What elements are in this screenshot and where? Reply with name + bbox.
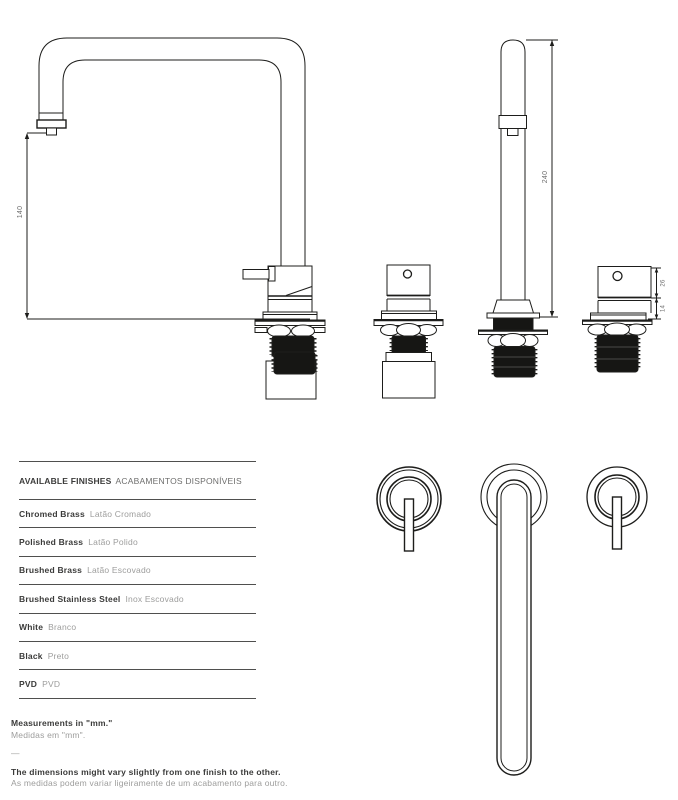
finish-name-pt: Latão Polido [88, 537, 138, 548]
valve-side-view-drawing [374, 265, 443, 398]
finish-row-brushed-stainless-steel [19, 584, 256, 612]
dimension-140 [17, 133, 310, 319]
finish-name-en: White [19, 622, 44, 633]
dim-140-label: 140 [17, 205, 24, 219]
valve-top-view-right [587, 467, 647, 549]
footnotes [11, 718, 288, 790]
finish-row-brushed-brass [19, 556, 256, 584]
finish-row-white [19, 613, 256, 641]
finishes-title-pt: ACABAMENTOS DISPONÍVEIS [115, 475, 242, 486]
finish-name-en: PVD [19, 679, 38, 690]
finish-name-pt: Latão Cromado [89, 508, 152, 519]
note-tolerance-pt: As medidas podem variar ligeiramente de um acabamento para outro. [11, 778, 288, 788]
dim-26-label: 26 [660, 279, 667, 287]
finish-name-en: Black [19, 650, 43, 661]
note-measurements-pt: Medidas em "mm". [11, 729, 86, 740]
finish-name-pt: Latão Escovado [87, 565, 151, 576]
finish-name-en: Chromed Brass [19, 508, 85, 519]
finish-row-polished-brass [19, 527, 256, 555]
finish-name-en: Brushed Stainless Steel [19, 593, 121, 604]
valve-front-view-drawing [583, 267, 653, 373]
dimension-240 [526, 40, 558, 317]
top-view-drawings [360, 440, 678, 800]
spout-top-view [481, 464, 547, 775]
finish-name-pt: PVD [42, 679, 61, 690]
finish-row-black [19, 641, 256, 669]
finish-name-pt: Inox Escovado [125, 593, 184, 604]
dim-14-label: 14 [660, 304, 667, 313]
finish-name-pt: Branco [48, 622, 77, 633]
note-divider: — [11, 748, 20, 758]
finish-name-pt: Preto [47, 650, 70, 661]
finishes-header [19, 462, 256, 499]
valve-top-view-left [377, 467, 441, 551]
dim-240-label: 240 [542, 170, 549, 184]
note-measurements-en: Measurements in "mm." [11, 718, 113, 728]
finish-row-pvd [19, 669, 256, 697]
spout-front-view-drawing [479, 40, 548, 377]
finish-name-en: Polished Brass [19, 537, 84, 548]
finish-name-en: Brushed Brass [19, 565, 83, 576]
finish-row-chromed-brass [19, 499, 256, 527]
faucet-side-view-drawing [37, 38, 325, 399]
note-tolerance-en: The dimensions might vary slightly from one finish to the other. [11, 766, 281, 777]
finishes-title-en: AVAILABLE FINISHES [19, 475, 112, 486]
finishes-table [19, 461, 256, 699]
